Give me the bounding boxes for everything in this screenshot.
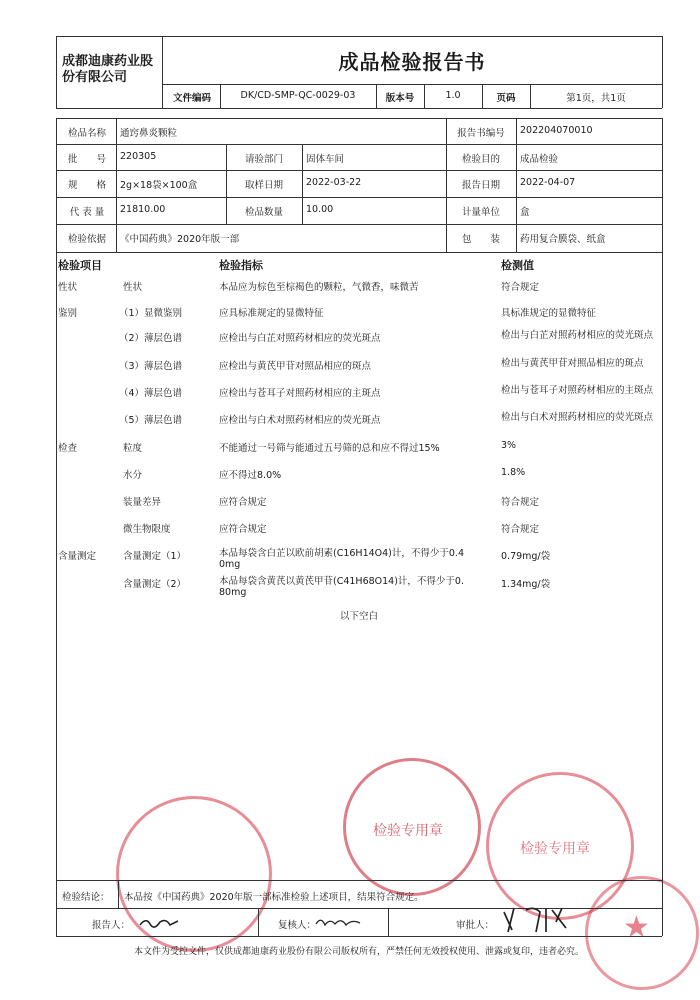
sample-qty-label: 检品数量 (244, 207, 283, 218)
conclusion-label: 检验结论： (62, 892, 110, 903)
blank-note: 以下空白 (339, 611, 378, 622)
test-item: （1）显微鉴别 (119, 308, 183, 319)
unit: 盒 (520, 207, 530, 218)
product-name: 通窍鼻炎颗粒 (120, 128, 178, 139)
seal-inner-text: 检验专用章 (520, 841, 590, 857)
package-label: 包 装 (461, 234, 500, 245)
approver-label: 审批人： (456, 920, 495, 931)
test-spec: 应检出与苍耳子对照药材相应的主斑点 (219, 388, 381, 399)
dept: 固体车间 (306, 154, 345, 165)
test-result: 0.79mg/袋 (501, 551, 551, 562)
conclusion-text: 本品按《中国药典》2020年版一部标准检验上述项目，结果符合规定。 (124, 892, 424, 903)
test-category: 含量测定 (58, 551, 97, 562)
test-result: 3% (501, 440, 517, 451)
batch-label: 批 号 (67, 154, 106, 165)
test-spec: 本品应为棕色至棕褐色的颗粒，气微香，味微苦 (219, 282, 419, 293)
test-spec: 应检出与白术对照药材相应的荧光斑点 (219, 415, 381, 426)
basis-label: 检验依据 (67, 234, 106, 245)
approver-signature (500, 902, 580, 936)
spec: 2g×18袋×100盒 (120, 180, 198, 191)
company-name: 成都迪康药业股份有限公司 (62, 54, 154, 85)
test-spec: 应不得过8.0% (219, 470, 282, 481)
test-result: 具标准规定的显微特征 (501, 308, 597, 319)
version-label: 版本号 (385, 93, 415, 104)
basis: 《中国药典》2020年版一部 (120, 234, 240, 245)
reviewer-label: 复核人： (278, 920, 317, 931)
footer-note: 本文件为受控文件，仅供成都迪康药业股份有限公司版权所有，严禁任何无效授权使用、泄露或复印，违者必究。 (133, 947, 584, 957)
page-number: 第1页，共1页 (566, 93, 626, 104)
report-date-label: 报告日期 (461, 180, 500, 191)
test-spec: 应检出与黄芪甲苷对照品相应的斑点 (219, 361, 372, 372)
doc-no: DK/CD-SMP-QC-0029-03 (240, 90, 356, 101)
test-category: 检查 (58, 443, 78, 454)
batch-no: 220305 (120, 151, 157, 162)
star-icon: ★ (623, 910, 650, 945)
seal-inner-text: 检验专用章 (373, 823, 443, 839)
page-label: 页码 (496, 93, 516, 104)
test-result: 检出与白术对照药材相应的荧光斑点 (501, 412, 654, 423)
test-result: 检出与黄芪甲苷对照品相应的斑点 (501, 358, 644, 369)
report-no-label: 报告书编号 (457, 128, 505, 139)
test-result: 符合规定 (501, 282, 540, 293)
spec-label: 规 格 (67, 180, 106, 191)
product-label: 检品名称 (67, 128, 106, 139)
test-category: 鉴别 (58, 308, 78, 319)
test-item: 含量测定（2） (123, 579, 187, 590)
rep-qty: 21810.00 (120, 204, 166, 215)
test-spec: 应符合规定 (219, 497, 267, 508)
rep-qty-label: 代 表 量 (69, 207, 105, 218)
test-category: 性状 (58, 282, 78, 293)
test-spec: 本品每袋含黄芪以黄芪甲苷(C41H68O14)计，不得少于0.80mg (219, 576, 464, 598)
test-spec: 应具标准规定的显微特征 (219, 308, 324, 319)
doc-no-label: 文件编码 (172, 93, 211, 104)
test-item: （4）薄层色谱 (119, 388, 183, 399)
test-spec: 本品每袋含白芷以欧前胡素(C16H14O4)计，不得少于0.40mg (219, 548, 464, 570)
test-item: （2）薄层色谱 (119, 333, 183, 344)
purpose-label: 检验目的 (461, 154, 500, 165)
reporter-label: 报告人： (92, 920, 131, 931)
test-result: 符合规定 (501, 497, 540, 508)
dept-label: 请验部门 (244, 154, 283, 165)
test-result: 符合规定 (501, 524, 540, 535)
test-item: 水分 (123, 470, 143, 481)
col-result-header: 检测值 (501, 259, 534, 272)
test-result: 检出与白芷对照药材相应的荧光斑点 (501, 330, 654, 341)
test-result: 检出与苍耳子对照药材相应的主斑点 (501, 385, 654, 396)
sample-date-label: 取样日期 (244, 180, 283, 191)
report-no: 202204070010 (520, 125, 593, 136)
test-item: （5）薄层色谱 (119, 415, 183, 426)
purpose: 成品检验 (520, 154, 559, 165)
test-item: 装量差异 (123, 497, 162, 508)
unit-label: 计量单位 (461, 207, 500, 218)
col-spec-header: 检验指标 (219, 259, 263, 272)
test-spec: 应检出与白芷对照药材相应的荧光斑点 (219, 333, 381, 344)
test-spec: 不能通过一号筛与能通过五号筛的总和应不得过15% (219, 443, 440, 454)
package: 药用复合膜袋、纸盒 (520, 234, 606, 245)
reporter-signature (138, 914, 182, 930)
version: 1.0 (445, 90, 461, 101)
test-item: 微生物限度 (123, 524, 171, 535)
test-item: 含量测定（1） (123, 551, 187, 562)
test-spec: 应符合规定 (219, 524, 267, 535)
test-result: 1.8% (501, 467, 526, 478)
col-item-header: 检验项目 (58, 259, 102, 272)
sample-date: 2022-03-22 (306, 177, 362, 188)
test-item: （3）薄层色谱 (119, 361, 183, 372)
sample-qty: 10.00 (306, 204, 334, 215)
test-item: 性状 (123, 282, 143, 293)
test-result: 1.34mg/袋 (501, 579, 551, 590)
report-date: 2022-04-07 (520, 177, 576, 188)
test-item: 粒度 (123, 443, 143, 454)
page-title: 成品检验报告书 (338, 50, 486, 74)
reviewer-signature (314, 914, 364, 930)
